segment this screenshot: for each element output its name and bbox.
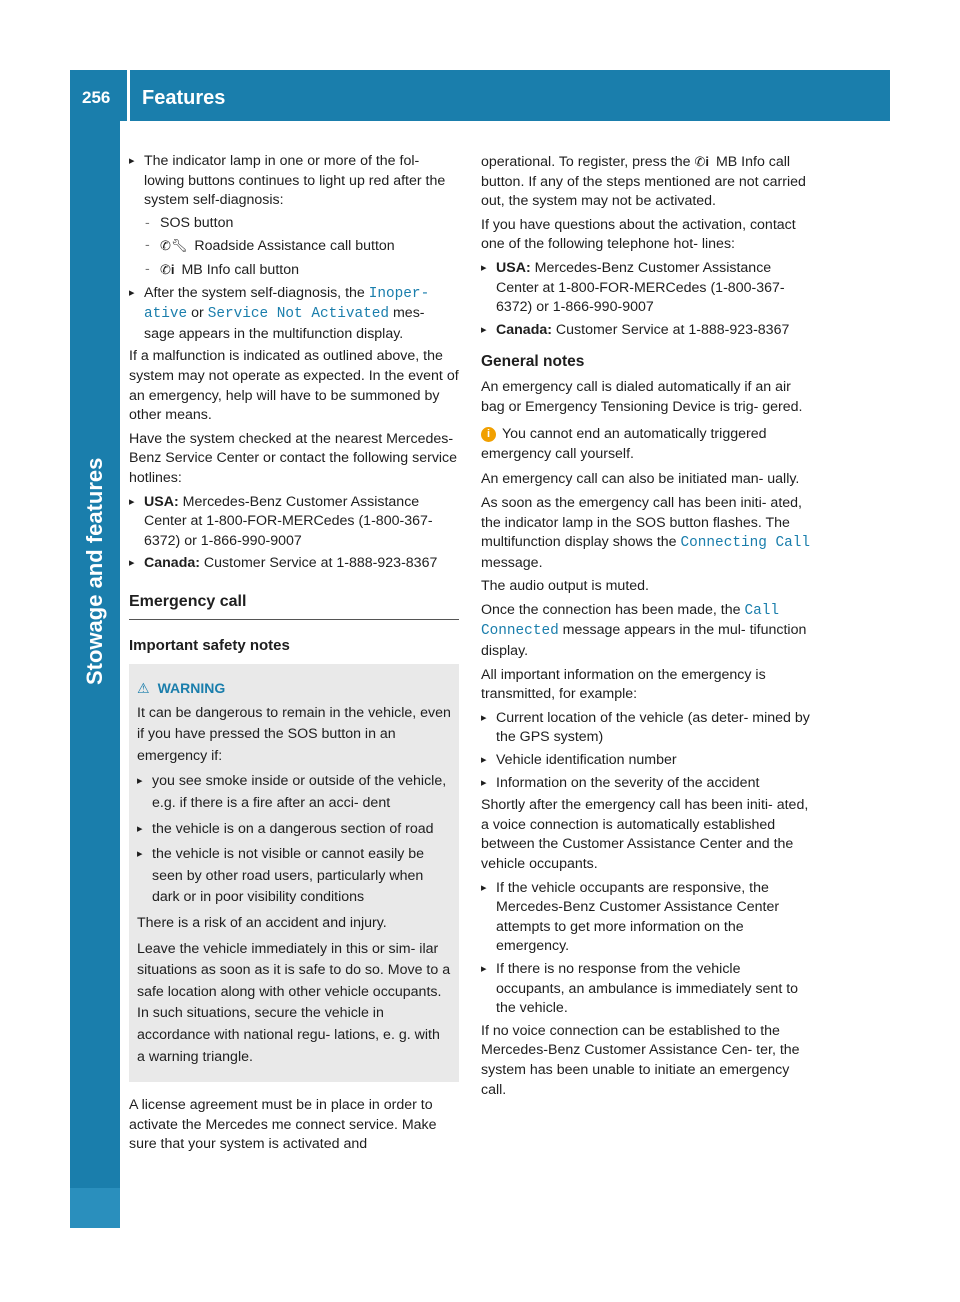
list-item	[481, 321, 813, 341]
list-item: ▸ the vehicle is not visible or cannot easily be seen by other road users, particularly when dark or in poor visibility conditions	[137, 844, 451, 909]
text: Once the connection has been made, the	[481, 601, 745, 618]
info-text: You cannot end an automatically triggered emergency call yourself.	[481, 426, 767, 462]
dash-text: MB Info call button	[181, 261, 299, 278]
paragraph: A license agreement must be in place in order to activate the Mercedes me connect service. Make sure that your system is activated and	[129, 1097, 437, 1153]
subsection-title: Important safety notes	[129, 637, 290, 655]
list-item: ▸ Vehicle identification number	[481, 751, 813, 771]
display-message-connected: Call Connected	[481, 602, 779, 640]
list-item: ▸ Current location of the vehicle (as deter- mined by the GPS system)	[481, 709, 813, 748]
warning-label: WARNING	[157, 680, 226, 697]
text: mes- sage appears in the multifunction display.	[144, 305, 425, 342]
usa-label: USA:	[144, 493, 179, 510]
warning-box	[129, 664, 459, 1082]
list-item	[129, 493, 459, 552]
right-column	[481, 152, 813, 1104]
text: or	[187, 305, 208, 322]
list-item: ▸ The indicator lamp in one or more of the fol- lowing buttons continues to light up red after the system self-diagnosis:	[129, 152, 459, 211]
side-tab-marker	[70, 1188, 120, 1228]
section-title: Emergency call	[129, 592, 459, 621]
paragraph: If you have questions about the activation, contact one of the following telephone hot- lines:	[481, 216, 796, 253]
dash-text: Roadside Assistance call button	[194, 238, 395, 255]
info-icon: i	[481, 427, 496, 442]
display-message-not-activated: Service Not Activated	[207, 306, 390, 323]
paragraph	[481, 601, 813, 662]
canada-label: Canada:	[144, 555, 200, 572]
phone-info-icon: ✆i	[694, 154, 709, 169]
list-item	[481, 259, 813, 318]
canada-text: Customer Service at 1-888-923-8367	[551, 321, 790, 338]
left-column	[129, 152, 459, 1159]
phone-info-icon: ✆i	[160, 261, 175, 277]
text: As soon as the emergency call has been initi- ated, the indicator lamp in the SOS button flashes. The multifunction display shows the	[481, 494, 802, 551]
list-item: ▸ If the vehicle occupants are responsive, the Mercedes-Benz Customer Assistance Center attempts to get more information on the emergency.	[481, 879, 813, 957]
usa-text: Mercedes-Benz Customer Assistance Center at 1-800-FOR-MERCedes (1-800-367-6372) or 1-866-990-9007	[144, 493, 433, 549]
usa-label: USA:	[496, 259, 531, 276]
canada-label: Canada:	[496, 321, 552, 338]
usa-text: Mercedes-Benz Customer Assistance Center at 1-800-FOR-MERCedes (1-800-367-6372) or 1-866-990-9007	[496, 259, 785, 316]
list-item: ▸ If there is no response from the vehicle occupants, an ambulance is immediately sent to the vehicle.	[481, 960, 813, 1019]
paragraph: Shortly after the emergency call has been initi- ated, a voice connection is automatically established between the Customer Assistance Center and the vehicle occupants.	[481, 797, 809, 872]
side-tab-label: Stowage and features	[82, 457, 107, 685]
list-item	[129, 260, 459, 281]
list-item: ▸ the vehicle is on a dangerous section of road	[137, 819, 451, 841]
paragraph: The audio output is muted.	[481, 578, 649, 595]
text: MB Info call button. If any of the steps mentioned are not carried out, the system may not be activated.	[481, 154, 806, 210]
info-note	[481, 425, 813, 464]
list-item: - SOS button	[129, 214, 459, 234]
page-number: 256	[82, 88, 111, 107]
text: message.	[481, 554, 543, 571]
paragraph	[481, 494, 813, 573]
paragraph: Leave the vehicle immediately in this or sim- ilar situations as soon as it is safe to do so. Move to a safe location along with other vehicle occupants. In such situations, secure the vehicle in accordance with national regu- lations, e. g. with a warning triangle.	[137, 940, 451, 1065]
paragraph: An emergency call can also be initiated man- ually.	[481, 471, 800, 488]
paragraph	[481, 152, 813, 212]
display-message-inoperative: Inoper- ative	[144, 285, 430, 323]
text: operational. To register, press the	[481, 154, 695, 170]
page-header	[70, 70, 890, 121]
list-item	[129, 284, 459, 345]
header-divider	[127, 70, 130, 121]
list-item	[129, 236, 459, 257]
warning-heading	[137, 678, 451, 700]
list-item: ▸ you see smoke inside or outside of the vehicle, e.g. if there is a fire after an acci- dent	[137, 771, 451, 814]
paragraph: Have the system checked at the nearest Mercedes-Benz Service Center or contact the following service hotlines:	[129, 430, 458, 486]
list-item: ▸ Information on the severity of the accident	[481, 774, 813, 794]
warning-triangle-icon: ⚠︎	[137, 680, 150, 697]
canada-text: Customer Service at 1-888-923-8367	[199, 555, 438, 572]
text: message appears in the mul- tifunction display.	[481, 622, 807, 660]
paragraph: All important information on the emergency is transmitted, for example:	[481, 666, 766, 703]
phone-wrench-icon: ✆🔧︎	[160, 238, 188, 254]
chapter-title: Features	[142, 87, 226, 109]
paragraph: There is a risk of an accident and injury.	[137, 915, 387, 931]
list-item	[129, 554, 459, 574]
display-message-connecting: Connecting Call	[680, 535, 811, 552]
paragraph: An emergency call is dialed automatically if an air bag or Emergency Tensioning Device is trig- gered.	[481, 378, 803, 415]
paragraph: It can be dangerous to remain in the vehicle, even if you have pressed the SOS button in an emergency if:	[137, 704, 451, 764]
section-title: General notes	[481, 353, 585, 371]
text: After the system self-diagnosis, the	[144, 284, 369, 301]
paragraph: If a malfunction is indicated as outlined above, the system may not operate as expected. In the event of an emergency, help will have to be summoned by other means.	[129, 348, 459, 424]
paragraph: If no voice connection can be established to the Mercedes-Benz Customer Assistance Cen- ter, the system has been unable to initiate an emergency call.	[481, 1022, 800, 1098]
